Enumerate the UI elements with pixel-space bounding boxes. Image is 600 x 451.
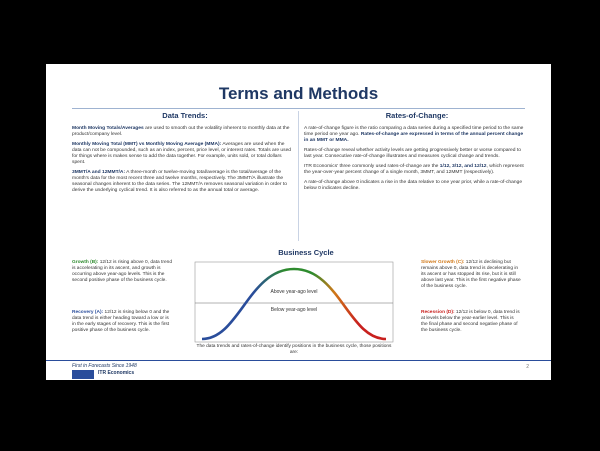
title-divider	[72, 108, 525, 109]
below-year-ago-label: Below year-ago level	[270, 307, 318, 313]
data-trends-heading: Data Trends:	[162, 111, 208, 120]
page-title: Terms and Methods	[218, 84, 379, 103]
footer-divider	[46, 360, 551, 361]
page-number: 2	[526, 364, 529, 370]
term-mmt-vs-mma: Monthly Moving Total (MMT) vs Monthly Moving Average (MMA):	[72, 142, 222, 147]
data-trends-text: Month Moving Totals/Averages are used to smooth out the volatility inherent to monthly data at the product/company level. Monthly Moving Total (MMT) vs Monthly Moving Average (MMA): Averages are used when the data can not be compounded, such as an index, percent, price level, or interest rates. Totals are used for things where is makes sense to add the data together. For example, units sold, or total dollars spent. 3MMT/A and 12MMT/A: A three-month or twelve-moving total/average is the total/average of the month's data for the most recent three and twelve months, respectively. The 3MMT/A illustrate the seasonal changes inherent to the data series. The 12MMT/A removes seasonal variation in order to derive the underlying cyclical trend. It is also referred to as the annual total or average.	[72, 126, 292, 193]
rates-of-change-heading: Rates-of-Change:	[385, 111, 449, 120]
itr-logo-icon	[72, 370, 94, 379]
phase-slower-growth: Slower Growth (C): 12/12 is declining but remains above 0, data trend is decelerating in its ascent or has stopped its rise, but it is still above last year. This is the first negative phase of the business cycle.	[421, 260, 521, 289]
above-year-ago-label: Above year-ago level	[270, 289, 318, 295]
phase-recovery: Recovery (A): 12/12 is rising below 0 and the data trend is either heading toward a low or is in the early stages of recovery. This is the first positive phase of the business cycle.	[72, 310, 170, 333]
term-mmt: Month Moving Totals/Averages	[72, 126, 144, 131]
business-cycle-title: Business Cycle	[278, 248, 334, 257]
term-3mmt-12mmt: 3MMT/A and 12MMT/A:	[72, 170, 126, 175]
itr-logo-text: ITR Economics	[98, 370, 135, 376]
column-divider	[298, 111, 299, 241]
footer-tagline: First in Forecasts Since 1948	[72, 363, 137, 369]
cycle-caption: The data trends and rates-of-change identify positions in the business cycle, those positions are:	[196, 344, 392, 355]
phase-recession: Recession (D): 12/12 is below 0, data trend is at levels below the year-earlier level. This is the final phase and second negative phase of the business cycle.	[421, 310, 520, 333]
business-cycle-chart	[194, 261, 394, 343]
rates-of-change-text: A rate-of-change figure is the ratio comparing a data series during a specified time period to the same time period one year ago. Rates-of-change are expressed in terms of the annual percent change in an MMT or MMA. Rates-of-change reveal whether activity levels are getting progressively better or worse compared to last year. Consecutive rate-of-change illustrates and measures cyclical change and trends. ITR Economics' three commonly used rates-of-change are the 1/12, 3/12, and 12/12, which represent the year-over-year percent change of a single month, 3MMT, and 12MMT (respectively). A rate-of-change above 0 indicates a rise in the data relative to one year prior, while a rate-of-change below 0 indicates decline.	[304, 126, 524, 191]
phase-growth: Growth (B): 12/12 is rising above 0, data trend is accelerating in its ascent, and growth is occurring above year-ago levels. This is the second positive phase of the business cycle.	[72, 260, 172, 283]
slide	[46, 64, 551, 380]
